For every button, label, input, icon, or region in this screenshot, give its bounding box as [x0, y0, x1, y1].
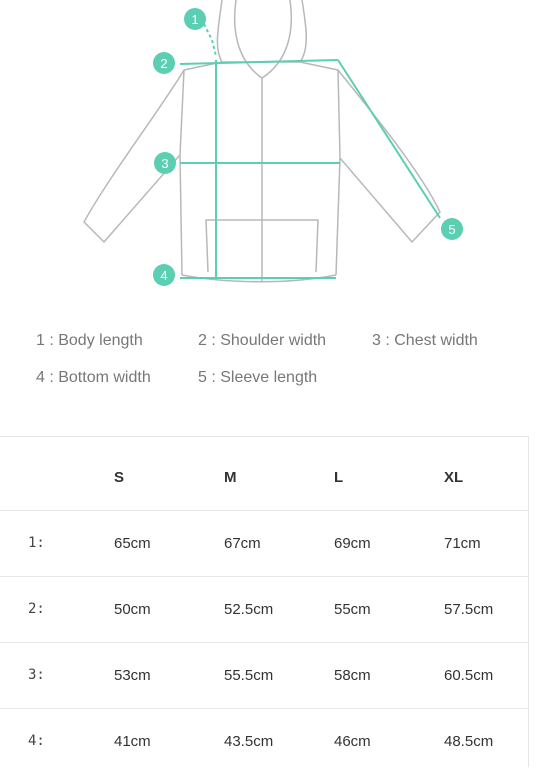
legend-item-shoulder-width: 2 : Shoulder width — [198, 332, 327, 349]
header-size-m: M — [224, 469, 237, 486]
table-header-row — [0, 445, 528, 511]
table-row — [0, 577, 528, 643]
marker-3-label: 3 — [161, 156, 169, 171]
measurement-legend — [0, 328, 540, 408]
table-cell: 67cm — [224, 535, 261, 552]
header-size-s: S — [114, 469, 125, 486]
size-chart-table — [0, 436, 529, 767]
hoodie-measurement-diagram — [0, 0, 540, 300]
legend-item-sleeve-length: 5 : Sleeve length — [198, 369, 318, 386]
legend-item-bottom-width: 4 : Bottom width — [36, 369, 151, 386]
table-cell: 53cm — [114, 667, 151, 684]
table-cell: 65cm — [114, 535, 151, 552]
row-label: 4: — [28, 733, 45, 749]
header-size-l: L — [334, 469, 344, 486]
row-label: 2: — [28, 601, 45, 617]
table-row — [0, 643, 528, 709]
table-cell: 48.5cm — [444, 733, 494, 750]
marker-5-label: 5 — [448, 222, 456, 237]
table-cell: 71cm — [444, 535, 481, 552]
table-row — [0, 511, 528, 577]
marker-4-label: 4 — [160, 268, 168, 283]
marker-2 — [153, 52, 175, 74]
marker-1-label: 1 — [191, 12, 199, 27]
hoodie-outline — [84, 0, 440, 282]
table-cell: 60.5cm — [444, 667, 494, 684]
marker-4 — [153, 264, 175, 286]
table-cell: 55.5cm — [224, 667, 274, 684]
table-row — [0, 709, 528, 774]
marker-3 — [154, 152, 176, 174]
marker-1 — [184, 8, 206, 30]
table-cell: 57.5cm — [444, 601, 494, 618]
table-cell: 55cm — [334, 601, 371, 618]
legend-item-chest-width: 3 : Chest width — [372, 332, 478, 349]
table-cell: 41cm — [114, 733, 151, 750]
table-cell: 69cm — [334, 535, 371, 552]
header-size-xl: XL — [444, 469, 464, 486]
table-cell: 46cm — [334, 733, 371, 750]
row-label: 3: — [28, 667, 45, 683]
row-label: 1: — [28, 535, 45, 551]
table-cell: 58cm — [334, 667, 371, 684]
table-cell: 50cm — [114, 601, 151, 618]
table-cell: 43.5cm — [224, 733, 274, 750]
legend-item-body-length: 1 : Body length — [36, 332, 143, 349]
table-cell: 52.5cm — [224, 601, 274, 618]
marker-2-label: 2 — [160, 56, 168, 71]
marker-5 — [441, 218, 463, 240]
